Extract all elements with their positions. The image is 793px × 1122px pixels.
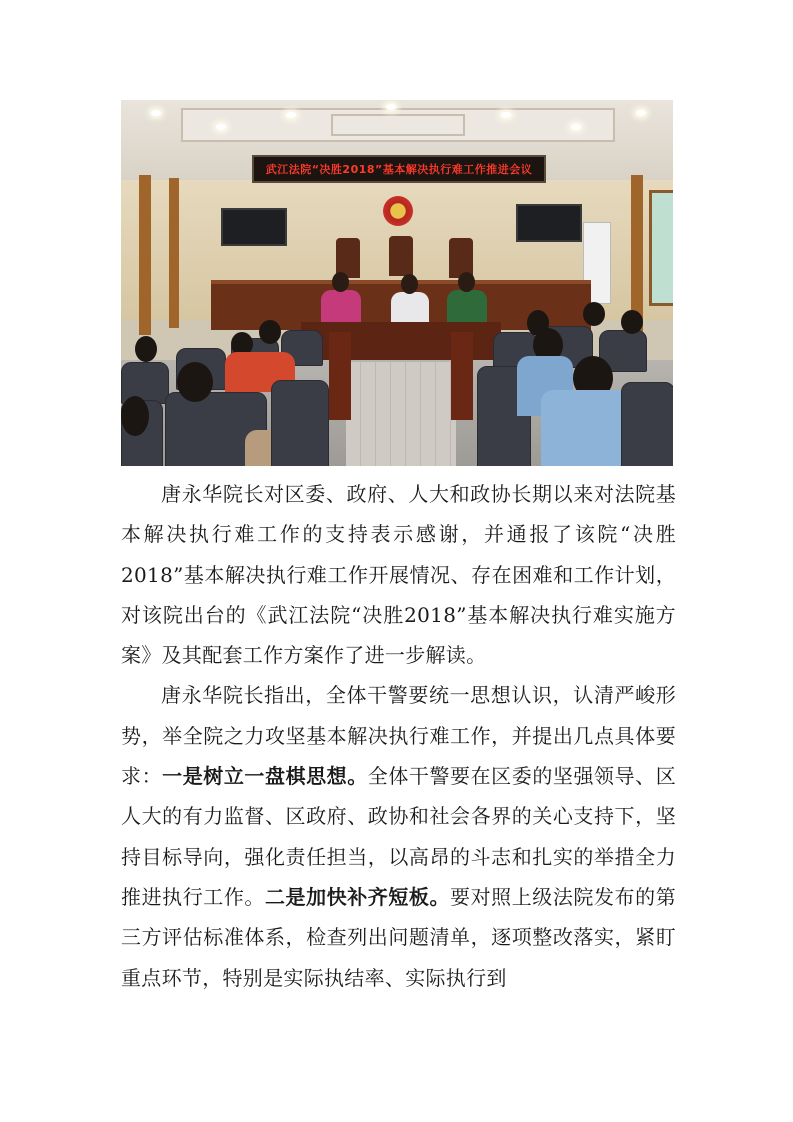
point-two-heading: 二是加快补齐短板。 xyxy=(264,884,451,909)
speaker-center-head xyxy=(401,274,418,294)
ceiling-panel-inner xyxy=(331,114,465,136)
podium-right xyxy=(451,332,473,420)
ceiling-light xyxy=(636,110,646,116)
audience-seat xyxy=(271,380,329,466)
audience-head xyxy=(135,336,157,362)
speaker-left-head xyxy=(332,272,349,292)
article-body xyxy=(121,474,676,998)
paragraph-1-text: 唐永华院长对区委、政府、人大和政协长期以来对法院基本解决执行难工作的支持表示感谢，并通报了该院“决胜2018”基本解决执行难工作开展情况、存在困难和工作计划，对该院出台的《武江法院“决胜2018”基本解决执行难实施方案》及其配套工作方案作了进一步解读。 xyxy=(121,482,676,668)
audience-head xyxy=(177,362,213,402)
wall-tv-right xyxy=(516,204,582,242)
wall-tv-left xyxy=(221,208,287,246)
audience-head xyxy=(583,302,605,326)
ceiling-light xyxy=(216,124,226,130)
ceiling-light xyxy=(501,112,511,118)
podium-left xyxy=(329,332,351,420)
audience-head xyxy=(259,320,281,344)
judge-chair xyxy=(389,236,413,276)
point-one-text: 全体干警要在区委的坚强领导、区人大的有力监督、区政府、政协和社会各界的关心支持下，坚持目标导向，强化责任担当，以高昂的斗志和扎实的举措全力推进执行工作。 xyxy=(121,764,677,909)
led-banner xyxy=(252,155,546,183)
wall-pillar xyxy=(139,175,151,335)
paragraph-2 xyxy=(121,675,676,997)
audience-head xyxy=(121,396,149,436)
paragraph-1 xyxy=(121,474,676,675)
national-emblem xyxy=(383,196,413,226)
aisle xyxy=(346,362,456,466)
meeting-photo xyxy=(121,100,673,466)
audience-head xyxy=(621,310,643,334)
speaker-left xyxy=(321,290,361,322)
point-one-heading: 一是树立一盘棋思想。 xyxy=(162,764,368,789)
ceiling-light xyxy=(286,112,296,118)
ceiling-light xyxy=(386,104,396,110)
speaker-right xyxy=(447,290,487,322)
wall-pillar xyxy=(169,178,179,328)
window xyxy=(649,190,673,306)
ceiling-light xyxy=(151,110,161,116)
paragraph-2-text: 唐永华院长指出，全体干警要统一思想认识，认清严峻形势，举全院之力攻坚基本解决执行难工作，并提出几点具体要求： xyxy=(121,683,676,789)
point-two-text: 要对照上级法院发布的第三方评估标准体系，检查列出问题清单，逐项整改落实，紧盯重点环节，特别是实际执结率、实际执行到 xyxy=(121,884,676,990)
speaker-right-head xyxy=(458,272,475,292)
audience-seat xyxy=(621,382,673,466)
ceiling-light xyxy=(571,124,581,130)
speaker-center xyxy=(391,292,429,322)
led-banner-text: 武江法院“决胜2018”基本解决执行难工作推进会议 xyxy=(265,163,533,176)
